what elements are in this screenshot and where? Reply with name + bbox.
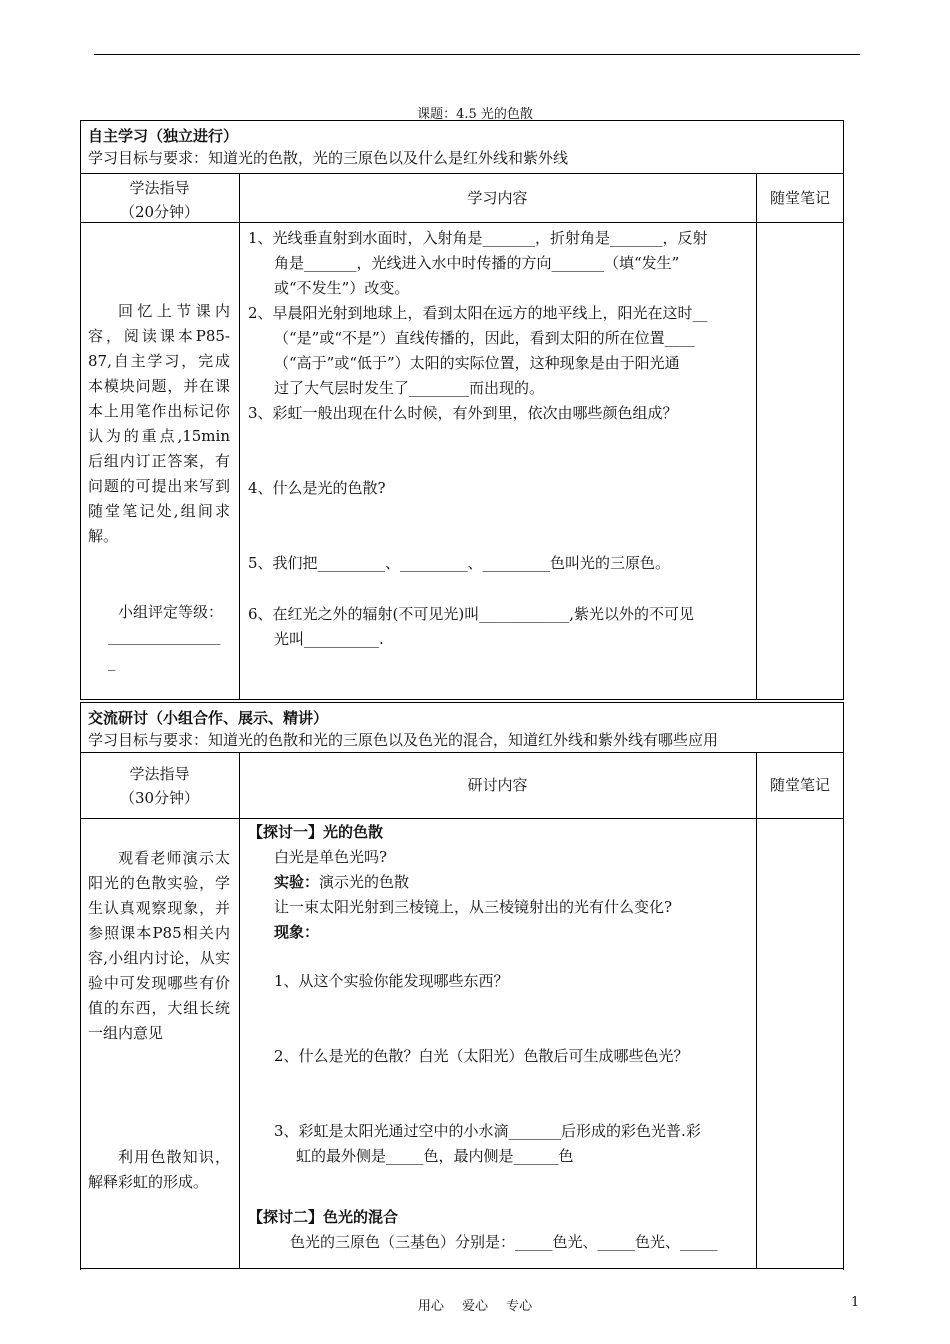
- question-2-line-4: 过了大气层时发生了________而出现的。: [274, 379, 545, 397]
- rating-blank-tail: _: [108, 653, 116, 671]
- discussion-content: [248, 820, 753, 1255]
- discussion-question-2: 2、什么是光的色散？白光（太阳光）色散后可生成哪些色光？: [274, 1047, 689, 1065]
- row-divider: [80, 173, 844, 174]
- row-divider: [80, 818, 844, 819]
- column-header-guide: [80, 762, 239, 810]
- column-header-guide-title: 学法指导: [129, 765, 190, 783]
- study-guide-text: 回忆上节课内容，阅读课本P85-87,自主学习，完成本模块问题，并在课本上用笔作出标记你认为的重点,15min后组内订正答案，有问题的可提出来写到随堂笔记处,组间求解。: [88, 302, 230, 545]
- page-number: 1: [851, 1295, 860, 1310]
- discussion-1-title: 【探讨一】光的色散: [248, 823, 384, 841]
- page-footer: 用心 爱心 专心: [417, 1299, 533, 1314]
- question-2-line-2: （“是”或“不是”）直线传播的，因此，看到太阳的所在位置____: [274, 329, 695, 347]
- question-6-line-1: 6、在红光之外的辐射(不可见光)叫____________,紫光以外的不可见: [248, 605, 695, 623]
- section-self-study-header: [80, 121, 844, 173]
- page-title: 课题：4.5 光的色散: [417, 107, 533, 122]
- section-heading: 交流研讨（小组合作、展示、精讲）: [88, 709, 329, 727]
- experiment-line: [248, 870, 753, 895]
- row-divider: [80, 1268, 844, 1269]
- self-study-questions: [248, 226, 753, 652]
- phenomenon-label: 现象：: [274, 923, 320, 941]
- column-header-guide-time: （20分钟）: [119, 203, 200, 221]
- question-5: 5、我们把_________、_________、_________色叫光的三原色。: [248, 554, 671, 572]
- experiment-text: 演示光的色散: [319, 873, 410, 891]
- column-header-guide: [80, 176, 239, 224]
- discussion-question-3-line-1: 3、彩虹是太阳光通过空中的小水滴_______后形成的彩色光普.彩: [274, 1122, 701, 1140]
- question-1-line-3: 或“不发生”）改变。: [274, 279, 410, 297]
- section-goal: 学习目标与要求：知道光的色散和光的三原色以及色光的混合，知道红外线和紫外线有哪些应用: [88, 731, 719, 749]
- row-divider: [80, 752, 844, 753]
- column-header-content: 研讨内容: [467, 776, 528, 794]
- discussion-guide-text-1: 观看老师演示太阳光的色散实验，学生认真观察现象，并参照课本P85相关内容,小组内讨论，从实验中可发现哪些有价值的东西，大组长统一组内意见: [88, 849, 230, 1042]
- question-1-line-2: 角是_______，光线进入水中时传播的方向_______（填“发生”: [274, 254, 680, 272]
- three-primary-colors-line: 色光的三原色（三基色）分别是：_____色光、_____色光、_____: [290, 1233, 718, 1251]
- question-3: 3、彩虹一般出现在什么时候，有外到里，依次由哪些颜色组成？: [248, 404, 678, 422]
- question-2-line-3: （“高于”或“低于”）太阳的实际位置，这种现象是由于阳光通: [274, 354, 680, 372]
- question-6-line-2: 光叫__________.: [274, 630, 384, 648]
- section-discussion-header: [80, 703, 844, 755]
- column-header-content: 学习内容: [467, 189, 528, 207]
- column-divider: [756, 173, 757, 700]
- rating-label: 小组评定等级：: [118, 603, 224, 621]
- question-2-line-1: 2、早晨阳光射到地球上，看到太阳在远方的地平线上，阳光在这时__: [248, 304, 708, 322]
- experiment-label: 实验：: [274, 873, 320, 891]
- discussion-guide-text-2: 利用色散知识，解释彩虹的形成。: [88, 1148, 230, 1191]
- question-4: 4、什么是光的色散?: [248, 479, 386, 497]
- section-heading: 自主学习（独立进行）: [88, 127, 239, 145]
- prism-prompt: 让一束太阳光射到三棱镜上，从三棱镜射出的光有什么变化?: [274, 898, 673, 916]
- column-header-notes: 随堂笔记: [769, 776, 830, 794]
- rating-blank: _______________: [108, 627, 221, 645]
- column-header-guide-time: （30分钟）: [119, 789, 200, 807]
- column-divider: [239, 173, 240, 700]
- discussion-question-3-line-2: 虹的最外侧是_____色，最内侧是______色: [296, 1147, 574, 1165]
- section-goal: 学习目标与要求：知道光的色散，光的三原色以及什么是红外线和紫外线: [88, 149, 569, 167]
- column-header-guide-title: 学法指导: [129, 179, 190, 197]
- header-rule: [94, 54, 860, 55]
- discussion-question-1: 1、从这个实验你能发现哪些东西？: [274, 972, 509, 990]
- white-light-question: 白光是单色光吗?: [274, 848, 388, 866]
- question-1-line-1: 1、光线垂直射到水面时，入射角是_______，折射角是_______，反射: [248, 229, 708, 247]
- column-header-notes: 随堂笔记: [769, 189, 830, 207]
- column-divider: [239, 752, 240, 1268]
- column-divider: [756, 752, 757, 1268]
- discussion-2-title: 【探讨二】色光的混合: [248, 1208, 399, 1226]
